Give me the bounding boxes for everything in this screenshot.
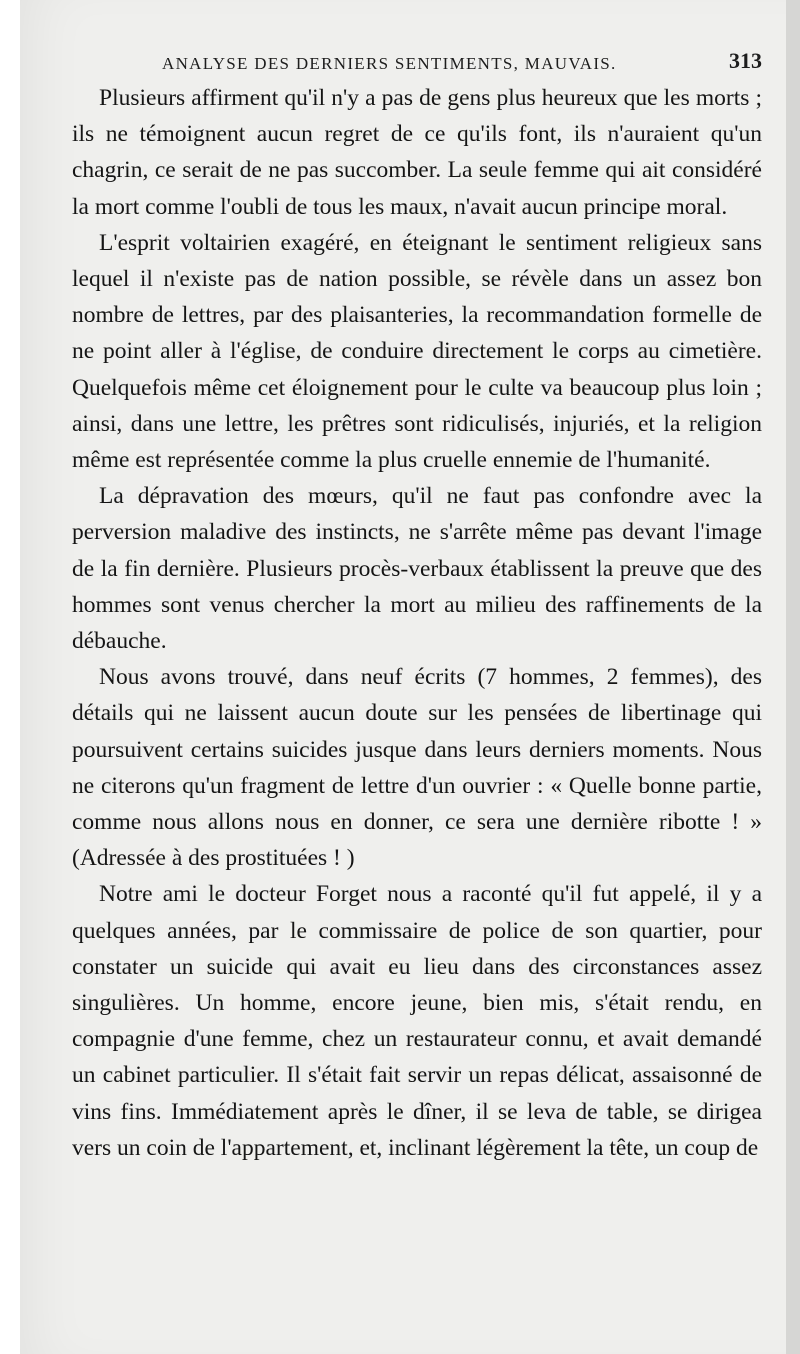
paragraph: Plusieurs affirment qu'il n'y a pas de gens plus heureux que les morts ; ils ne témoignent aucun regret de ce qu'ils font, ils n'auraient qu'un chagrin, ce serait de ne pas succomber. La seule femme qui ait considéré la mort comme l'oubli de tous les maux, n'avait aucun principe moral. bbox=[72, 85, 762, 220]
paragraph: La dépravation des mœurs, qu'il ne faut pas confondre avec la perversion maladive des instincts, ne s'arrête même pas devant l'image de la fin dernière. Plusieurs procès-verbaux établissent la preuve que des hommes sont venus chercher la mort au milieu des raffinements de la débauche. bbox=[72, 483, 762, 655]
page-number: 313 bbox=[729, 48, 762, 73]
body-text bbox=[72, 80, 762, 1166]
page-header bbox=[162, 48, 762, 78]
page-edge-shadow bbox=[786, 0, 800, 1354]
book-page bbox=[20, 0, 800, 1354]
paragraph: Notre ami le docteur Forget nous a raconté qu'il fut appelé, il y a quelques années, par le commissaire de police de son quartier, pour constater un suicide qui avait eu lieu dans des circonstances assez singulières. Un homme, encore jeune, bien mis, s'était rendu, en compagnie d'une femme, chez un restaurateur connu, et avait demandé un cabinet particulier. Il s'était fait servir un repas délicat, assaisonné de vins fins. Immédiatement après le dîner, il se leva de table, se dirigea vers un coin de l'appartement, et, inclinant légèrement la tête, un coup de bbox=[72, 881, 762, 1161]
paragraph: Nous avons trouvé, dans neuf écrits (7 hommes, 2 femmes), des détails qui ne laissent aucun doute sur les pensées de libertinage qui poursuivent certains suicides jusque dans leurs derniers moments. Nous ne citerons qu'un fragment de lettre d'un ouvrier : « Quelle bonne partie, comme nous allons nous en donner, ce sera une dernière ribotte ! » (Adressée à des prostituées ! ) bbox=[72, 664, 762, 872]
paragraph: L'esprit voltairien exagéré, en éteignant le sentiment religieux sans lequel il n'existe pas de nation possible, se révèle dans un assez bon nombre de lettres, par des plaisanteries, la recommandation formelle de ne point aller à l'église, de conduire directement le corps au cimetière. Quelquefois même cet éloignement pour le culte va beaucoup plus loin ; ainsi, dans une lettre, les prêtres sont ridiculisés, injuriés, et la religion même est représentée comme la plus cruelle ennemie de l'humanité. bbox=[72, 229, 762, 474]
running-title: ANALYSE DES DERNIERS SENTIMENTS, MAUVAIS. bbox=[162, 54, 617, 73]
